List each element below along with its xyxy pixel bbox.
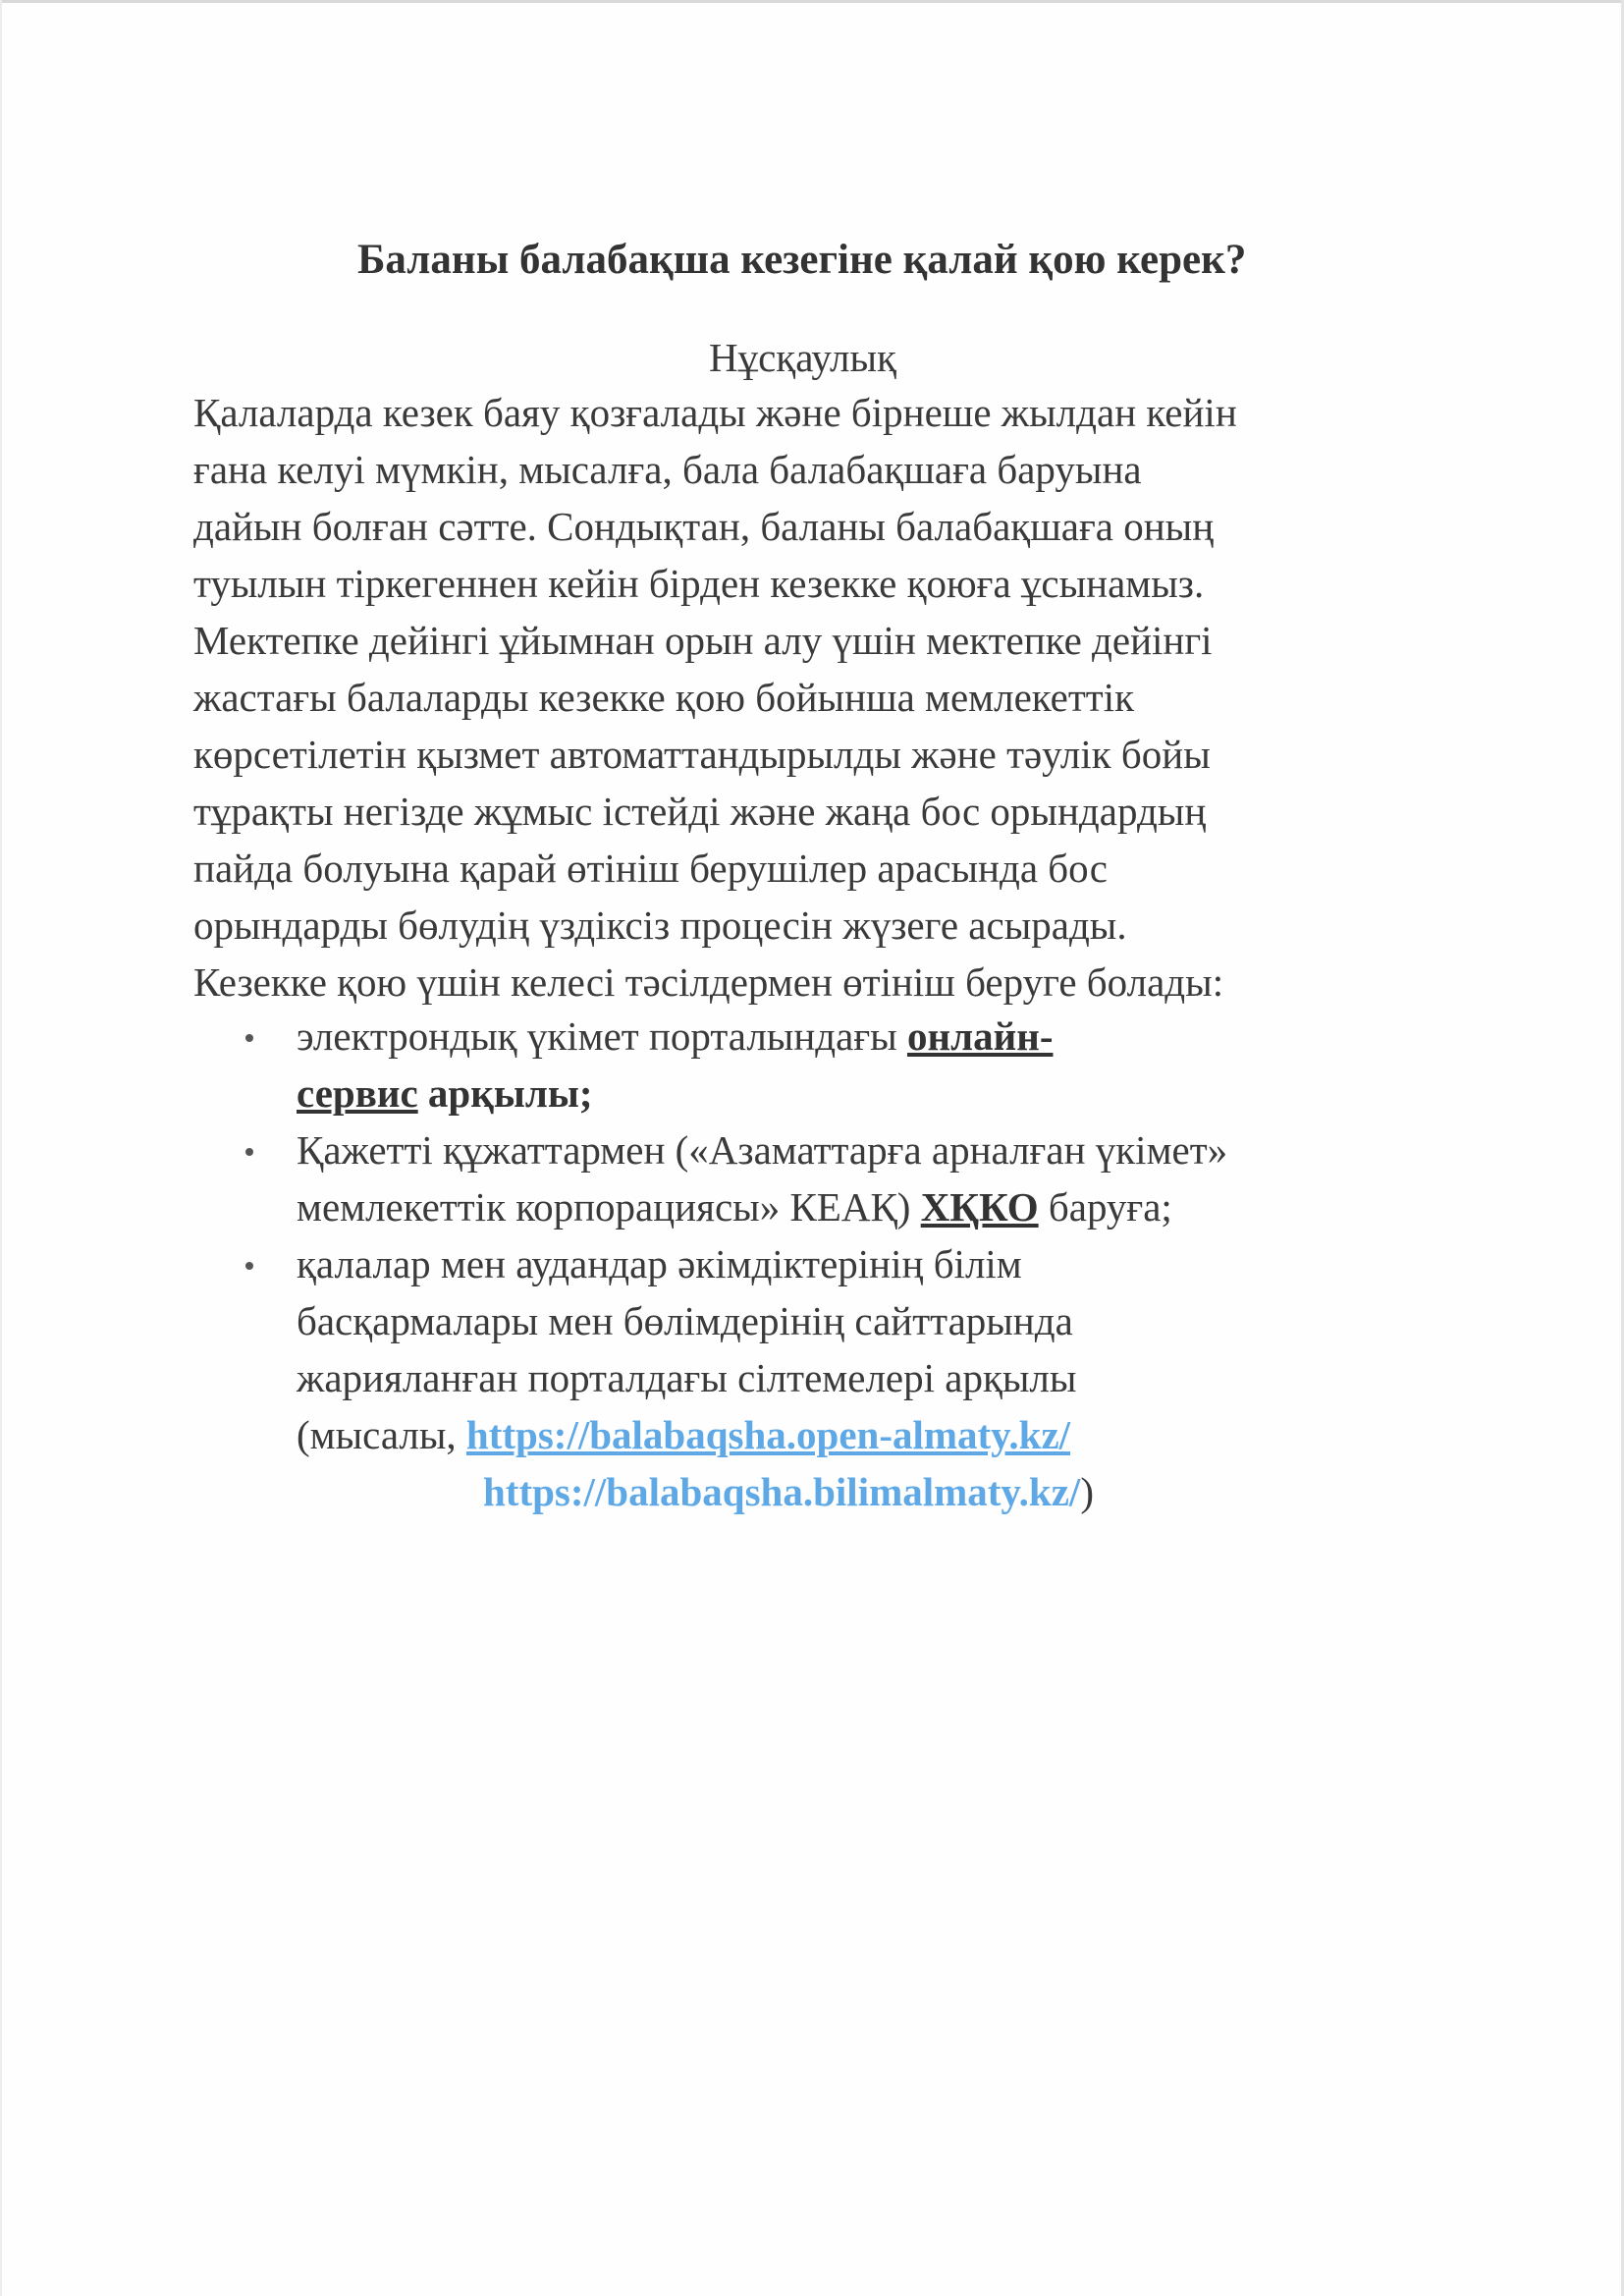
intro-line: Кезекке қою үшін келесі тәсілдермен өтініш беруге болады: <box>193 959 1224 1005</box>
list-item-line <box>297 1065 1624 1121</box>
intro-line: пайда болуына қарай өтініш берушілер арасында бос <box>193 846 1108 891</box>
list-item-line <box>297 1406 1624 1463</box>
intro-line: туылын тіркегеннен кейін бірден кезекке қоюға ұсынамыз. <box>193 561 1205 606</box>
document-title: Баланы балабақша кезегіне қалай қою керек? <box>357 237 1247 283</box>
list-item-online-service <box>0 1008 1624 1121</box>
list-item-text: мемлекеттік корпорациясы» КЕАҚ) <box>297 1184 921 1230</box>
scan-edge-top <box>0 0 1624 3</box>
list-item-line: қалалар мен аудандар әкімдіктерінің білім <box>297 1241 1022 1286</box>
list-item-text: (мысалы, <box>297 1412 466 1457</box>
intro-line: орындарды бөлудің үздіксіз процесін жүзеге асырады. <box>193 902 1127 948</box>
list-item-portals <box>0 1235 1624 1520</box>
bullet-icon <box>245 1262 253 1270</box>
closing-paren: ) <box>1080 1469 1094 1514</box>
open-almaty-url-link[interactable]: https://balabaqsha.open-almaty.kz/ <box>465 1412 1071 1457</box>
intro-line: тұрақты негізде жұмыс істейді және жаңа бос орындардың <box>193 789 1207 834</box>
list-item-line: Қажетті құжаттармен («Азаматтарға арналған үкімет» <box>297 1127 1228 1173</box>
bullet-icon <box>245 1148 253 1156</box>
list-item-line <box>297 1463 1624 1520</box>
list-item-line: жарияланған порталдағы сілтемелері арқылы <box>297 1355 1077 1400</box>
list-item-text: электрондық үкімет порталындағы <box>297 1013 907 1059</box>
intro-line: Мектепке дейінгі ұйымнан орын алу үшін мектепке дейінгі <box>193 618 1213 663</box>
intro-line: Қалаларда кезек баяу қозғалады және бірнеше жылдан кейін <box>193 390 1237 435</box>
online-service-link[interactable]: онлайн- <box>906 1013 1054 1059</box>
document-subtitle: Нұсқаулық <box>709 335 896 380</box>
list-item-line: басқармалары мен бөлімдерінің сайттарында <box>297 1298 1073 1343</box>
list-item-line <box>297 1178 1624 1235</box>
intro-line: жастағы балаларды кезекке қою бойынша мемлекеттік <box>193 675 1135 720</box>
pscs-link[interactable]: ХҚКО <box>920 1184 1039 1230</box>
list-item-text: арқылы; <box>417 1070 593 1116</box>
bullet-icon <box>245 1034 253 1042</box>
bilimalmaty-url-link[interactable]: https://balabaqsha.bilimalmaty.kz/ <box>483 1469 1081 1514</box>
list-item-text: баруға; <box>1038 1184 1172 1230</box>
methods-list <box>0 1008 1624 1520</box>
list-item-line <box>297 1008 1624 1065</box>
intro-paragraph <box>193 384 1489 1011</box>
intro-line: көрсетілетін қызмет автоматтандырылды және тәулік бойы <box>193 732 1211 777</box>
intro-line: дайын болған сәтте. Сондықтан, баланы балабақшаға оның <box>193 504 1215 549</box>
list-item-pscs <box>0 1121 1624 1235</box>
online-service-link[interactable]: сервис <box>297 1070 418 1116</box>
intro-line: ғана келуі мүмкін, мысалға, бала балабақшаға баруына <box>193 447 1142 492</box>
